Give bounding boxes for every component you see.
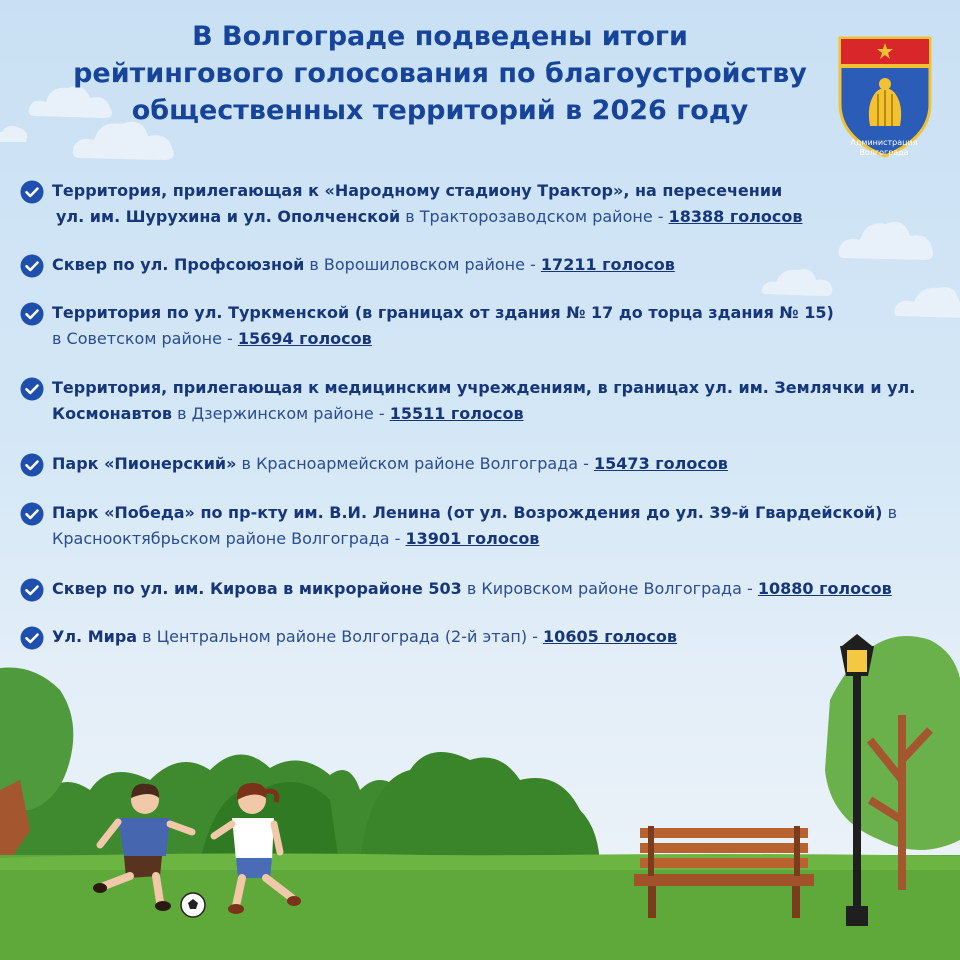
item-bold-text: ул. им. Шурухина и ул. Ополченской: [56, 207, 401, 226]
item-bold-text: Территория, прилегающая к «Народному стадиону Трактор», на пересечении: [52, 181, 783, 200]
check-circle-icon: [20, 578, 44, 602]
list-item-text: [52, 451, 952, 477]
list-item-text: [52, 252, 952, 278]
vote-count: 18388 голосов: [668, 207, 803, 226]
item-bold-text: Ул. Мира: [52, 627, 138, 646]
item-district-text: в Красноармейском районе Волгограда -: [236, 454, 595, 473]
item-district-text: в Центральном районе Волгограда (2-й этап) -: [137, 627, 544, 646]
logo-caption-line-1: Администрация: [850, 138, 918, 147]
park-illustration: [0, 620, 960, 960]
logo-caption-line-2: Волгограда: [859, 148, 909, 157]
list-item-text: [52, 178, 952, 230]
item-district-text: в Тракторозаводском районе -: [400, 207, 669, 226]
page-title: [0, 18, 880, 129]
item-district-text: в Ворошиловском районе -: [304, 255, 541, 274]
item-district-text: в Кировском районе Волгограда -: [461, 579, 758, 598]
vote-count: 15511 голосов: [389, 404, 524, 423]
list-item-text: [52, 300, 952, 352]
check-circle-icon: [20, 302, 44, 326]
soccer-ball-icon: [181, 893, 205, 917]
vote-count: 15694 голосов: [237, 329, 372, 348]
item-district-text: в: [882, 503, 897, 522]
item-bold-text: Сквер по ул. Профсоюзной: [52, 255, 305, 274]
title-line-2: рейтингового голосования по благоустройству: [73, 58, 807, 89]
list-item-text: [52, 375, 952, 427]
vote-count: 17211 голосов: [540, 255, 675, 274]
check-circle-icon: [20, 377, 44, 401]
check-circle-icon: [20, 254, 44, 278]
check-circle-icon: [20, 453, 44, 477]
item-bold-text: Территория, прилегающая к медицинским учреждениям, в границах ул. им. Землячки и ул.: [52, 378, 916, 397]
item-district-text: в Дзержинском районе -: [172, 404, 390, 423]
list-item-text: [52, 576, 952, 602]
item-bold-text: Парк «Победа» по пр-кту им. В.И. Ленина (от ул. Возрождения до ул. 39-й Гвардейской): [52, 503, 883, 522]
title-line-1: В Волгограде подведены итоги: [192, 21, 688, 52]
list-item-text: [52, 500, 952, 552]
tree-icon: [825, 636, 960, 890]
item-bold-text: Территория по ул. Туркменской (в границах от здания № 17 до торца здания № 15): [52, 303, 834, 322]
vote-count: 13901 голосов: [405, 529, 540, 548]
vote-count: 10880 голосов: [757, 579, 892, 598]
vote-count: 15473 голосов: [594, 454, 728, 473]
vote-count: 10605 голосов: [543, 627, 677, 646]
bush-icon: [0, 752, 600, 870]
item-bold-text: Сквер по ул. им. Кирова в микрорайоне 503: [52, 579, 462, 598]
item-district-text: в Советском районе -: [52, 329, 238, 348]
item-district-text: Краснооктябрьском районе Волгограда -: [52, 529, 406, 548]
logo-caption: [828, 138, 940, 158]
check-circle-icon: [20, 502, 44, 526]
check-circle-icon: [20, 180, 44, 204]
title-line-3: общественных территорий в 2026 году: [131, 95, 749, 126]
item-bold-text: Парк «Пионерский»: [52, 454, 237, 473]
item-bold-text: Космонавтов: [52, 404, 172, 423]
